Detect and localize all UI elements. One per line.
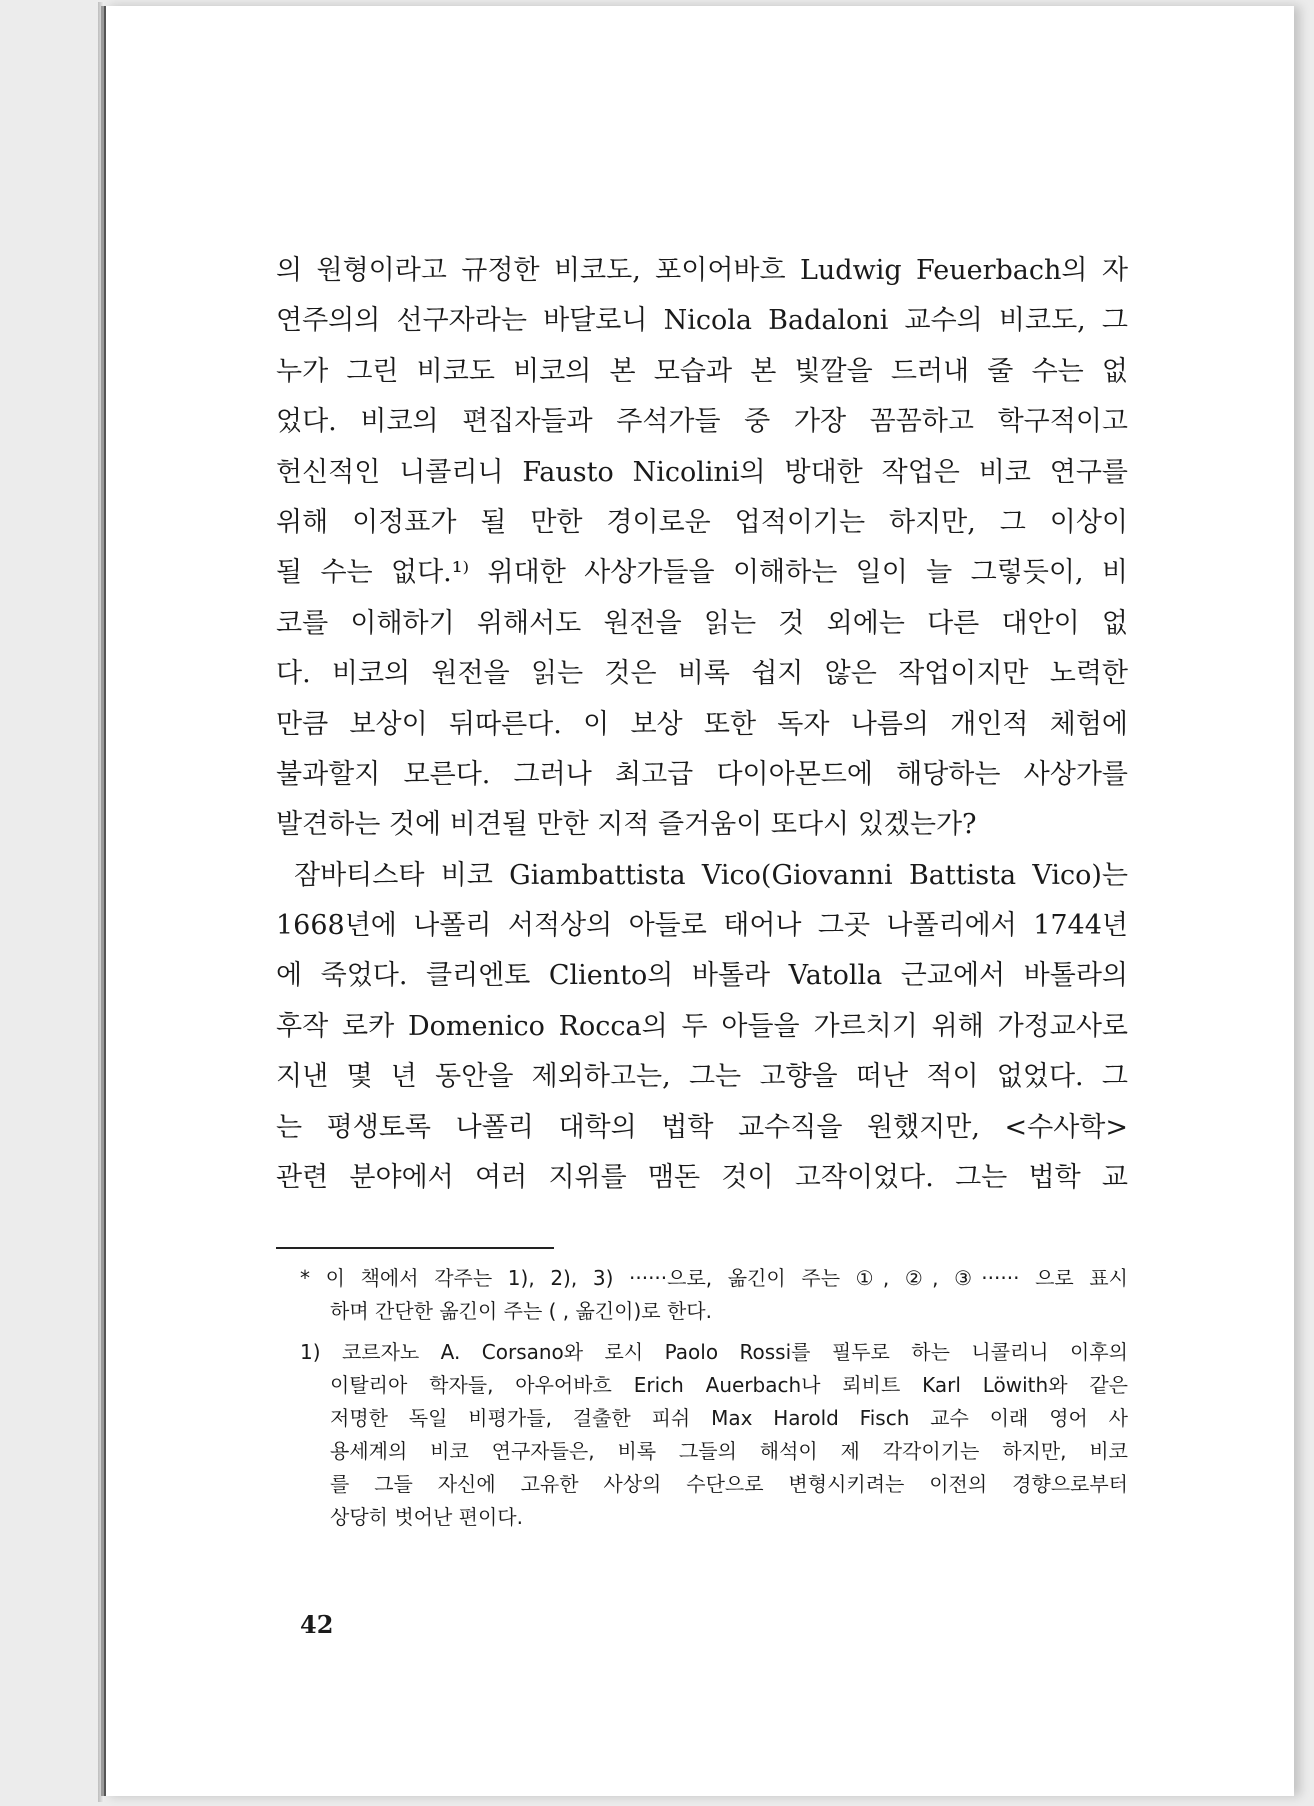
footnote-line: 상당히 벗어난 편이다.: [330, 1505, 523, 1529]
body-line: 헌신적인 니콜리니 Fausto Nicolini의 방대한 작업은 비코 연구를: [276, 456, 1128, 488]
body-line: 불과할지 모른다. 그러나 최고급 다이아몬드에 해당하는 사상가를: [276, 758, 1128, 790]
body-line: 다. 비코의 원전을 읽는 것은 비록 쉽지 않은 작업이지만 노력한: [276, 658, 1128, 690]
footnotes: [300, 1262, 1128, 1534]
body-line: 에 죽었다. 클리엔토 Cliento의 바톨라 Vatolla 근교에서 바톨라의: [276, 960, 1128, 992]
body-line: 발견하는 것에 비견될 만한 지적 즐거움이 또다시 있겠는가?: [276, 809, 977, 841]
body-line: 1668년에 나폴리 서적상의 아들로 태어나 그곳 나폴리에서 1744년: [276, 910, 1128, 942]
body-line: 지낸 몇 년 동안을 제외하고는, 그는 고향을 떠난 적이 없었다. 그: [276, 1061, 1128, 1093]
body-line: 위해 이정표가 될 만한 경이로운 업적이기는 하지만, 그 이상이: [276, 506, 1128, 538]
footnote-line: 용세계의 비코 연구자들은, 비록 그들의 해석이 제 각각이기는 하지만, 비코: [330, 1439, 1128, 1463]
body-line: 연주의의 선구자라는 바달로니 Nicola Badaloni 교수의 비코도, 그: [276, 305, 1128, 337]
footnote-line: 하며 간단한 옮긴이 주는 ( , 옮긴이)로 한다.: [330, 1299, 712, 1323]
body-line: 는 평생토록 나폴리 대학의 법학 교수직을 원했지만, <수사학>: [276, 1111, 1128, 1143]
body-line: 관련 분야에서 여러 지위를 맴돈 것이 고작이었다. 그는 법학 교: [276, 1162, 1128, 1194]
page-number: 42: [300, 1610, 334, 1639]
body-line: 잠바티스타 비코 Giambattista Vico(Giovanni Battista Vico)는: [294, 859, 1128, 891]
body-line: 코를 이해하기 위해서도 원전을 읽는 것 외에는 다른 대안이 없: [276, 607, 1128, 639]
body-line: 의 원형이라고 규정한 비코도, 포이어바흐 Ludwig Feuerbach의 자: [276, 255, 1128, 286]
body-line: 후작 로카 Domenico Rocca의 두 아들을 가르치기 위해 가정교사로: [276, 1010, 1128, 1042]
body-text: [276, 246, 1128, 1203]
body-line: 누가 그린 비코도 비코의 본 모습과 본 빛깔을 드러내 줄 수는 없: [276, 355, 1128, 387]
footnote-line: * 이 책에서 각주는 1), 2), 3) ······으로, 옮긴이 주는 ①, ②, ③······ 으로 표시: [300, 1266, 1128, 1290]
body-line: 만큼 보상이 뒤따른다. 이 보상 또한 독자 나름의 개인적 체험에: [276, 708, 1128, 740]
body-line: 었다. 비코의 편집자들과 주석가들 중 가장 꼼꼼하고 학구적이고: [276, 406, 1128, 438]
footnote-line: 이탈리아 학자들, 아우어바흐 Erich Auerbach나 뢰비트 Karl Löwith와 같은: [330, 1373, 1128, 1397]
footnote-line: 저명한 독일 비평가들, 걸출한 피쉬 Max Harold Fisch 교수 이래 영어 사: [330, 1406, 1128, 1430]
footnote-divider: [276, 1247, 554, 1249]
body-line: 될 수는 없다.¹⁾ 위대한 사상가들을 이해하는 일이 늘 그렇듯이, 비: [276, 557, 1128, 589]
footnote-line: 를 그들 자신에 고유한 사상의 수단으로 변형시키려는 이전의 경향으로부터: [330, 1472, 1128, 1496]
footnote-line: 1) 코르자노 A. Corsano와 로시 Paolo Rossi를 필두로 하는 니콜리니 이후의: [300, 1340, 1128, 1364]
